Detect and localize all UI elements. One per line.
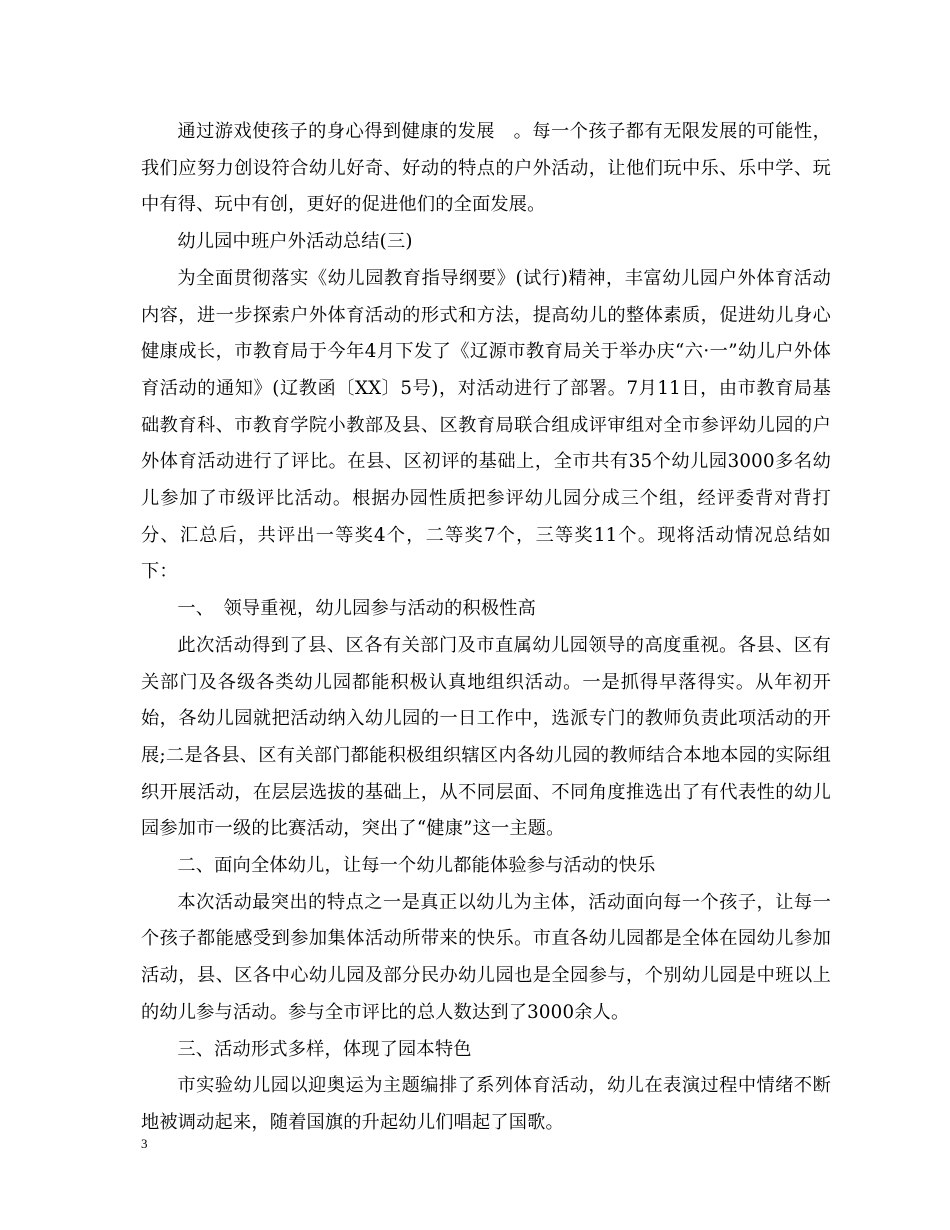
section-title: 幼儿园中班户外活动总结(三) xyxy=(177,231,413,253)
section-heading: 三、活动形式多样，体现了园本特色 xyxy=(177,1038,472,1060)
section-heading: 二、面向全体幼儿，让每一个幼儿都能体验参与活动的快乐 xyxy=(177,855,656,877)
body-paragraph: 市实验幼儿园以迎奥运为主题编排了系列体育活动，幼儿在表演过程中情绪不断地被调动起来，随着国旗的升起幼儿们唱起了国歌。 xyxy=(141,1075,831,1133)
body-paragraph: 为全面贯彻落实《幼儿园教育指导纲要》(试行)精神，丰富幼儿园户外体育活动内容，进一步探索户外体育活动的形式和方法，提高幼儿的整体素质，促进幼儿身心健康成长，市教育局于今年4月下发了《辽源市教育局关于举办庆“六·一”幼儿户外体育活动的通知》(辽教函〔XX〕5号)，对活动进行了部署。7月11日，由市教育局基础教育科、市教育学院小教部及县、区教育局联合组成评审组对全市参评幼儿园的户外体育活动进行了评比。在县、区初评的基础上，全市共有35个幼儿园3000多名幼儿参加了市级评比活动。根据办园性质把参评幼儿园分成三个组，经评委背对背打分、汇总后，共评出一等奖4个，二等奖7个，三等奖11个。现将活动情况总结如下： xyxy=(141,267,831,583)
section-heading: 一、 领导重视，幼儿园参与活动的积极性高 xyxy=(177,598,537,620)
page-number: 3 xyxy=(141,1136,148,1151)
body-paragraph: 此次活动得到了县、区各有关部门及市直属幼儿园领导的高度重视。各县、区有关部门及各级各类幼儿园都能积极认真地组织活动。一是抓得早落得实。从年初开始，各幼儿园就把活动纳入幼儿园的一日工作中，选派专门的教师负责此项活动的开展;二是各县、区有关部门都能积极组织辖区内各幼儿园的教师结合本地本园的实际组织开展活动，在层层选拔的基础上，从不同层面、不同角度推选出了有代表性的幼儿园参加市一级的比赛活动，突出了“健康”这一主题。 xyxy=(141,634,831,840)
body-paragraph: 本次活动最突出的特点之一是真正以幼儿为主体，活动面向每一个孩子，让每一个孩子都能感受到参加集体活动所带来的快乐。市直各幼儿园都是全体在园幼儿参加活动，县、区各中心幼儿园及部分民办幼儿园也是全园参与，个别幼儿园是中班以上的幼儿参与活动。参与全市评比的总人数达到了3000余人。 xyxy=(141,891,831,1023)
body-paragraph: 通过游戏使孩子的身心得到健康的发展 。每一个孩子都有无限发展的可能性，我们应努力创设符合幼儿好奇、好动的特点的户外活动，让他们玩中乐、乐中学、玩中有得、玩中有创，更好的促进他们的全面发展。 xyxy=(141,121,831,216)
document-body xyxy=(141,114,831,1142)
